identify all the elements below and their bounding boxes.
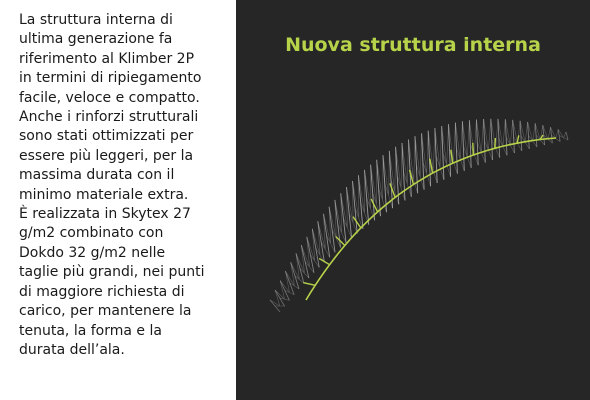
wing-rib	[365, 170, 369, 225]
wing-ribs	[270, 119, 568, 312]
description-line: È realizzata in Skytex 27	[19, 206, 191, 223]
reinforcement-rod	[517, 135, 519, 143]
description-line: riferimento al Klimber 2P	[19, 50, 195, 67]
wing-rib	[353, 181, 358, 234]
wing-cross-brace	[335, 193, 346, 242]
description-line: ultima generazione fa	[19, 31, 173, 48]
description-paragraph	[19, 11, 230, 360]
description-line: sono stati ottimizzati per	[19, 128, 194, 145]
reinforcement-rod	[495, 138, 496, 148]
panel-title: Nuova struttura interna	[285, 34, 541, 56]
reinforcement-rod	[473, 143, 474, 155]
reinforcement-rod	[304, 283, 316, 286]
description-line: La struttura interna di	[19, 12, 173, 28]
description-line: essere più leggeri, per la	[19, 147, 194, 164]
description-line: taglie più grandi, nei punti	[19, 264, 205, 281]
description-line: in termini di ripiegamento	[19, 70, 202, 87]
wing-rib	[358, 175, 363, 229]
reinforcement-rod	[319, 259, 329, 265]
description-line: tenuta, la forma e la	[19, 322, 162, 339]
description-line: Anche i rinforzi strutturali	[19, 109, 199, 126]
description-line: Dokdo 32 g/m2 nelle	[19, 244, 166, 261]
wing-rib	[371, 165, 375, 221]
wing-structure-illustration	[236, 0, 590, 400]
description-line: g/m2 combinato con	[19, 225, 164, 242]
description-line: durata dell’ala.	[19, 341, 125, 358]
description-line: minimo materiale extra.	[19, 186, 189, 203]
description-line: carico, per mantenere la	[19, 303, 192, 320]
text-column	[0, 0, 236, 400]
description-line: di maggiore richiesta di	[19, 283, 185, 300]
description-line: facile, veloce e compatto.	[19, 89, 200, 106]
image-panel	[236, 0, 590, 400]
description-line: massima durata con il	[19, 167, 175, 184]
